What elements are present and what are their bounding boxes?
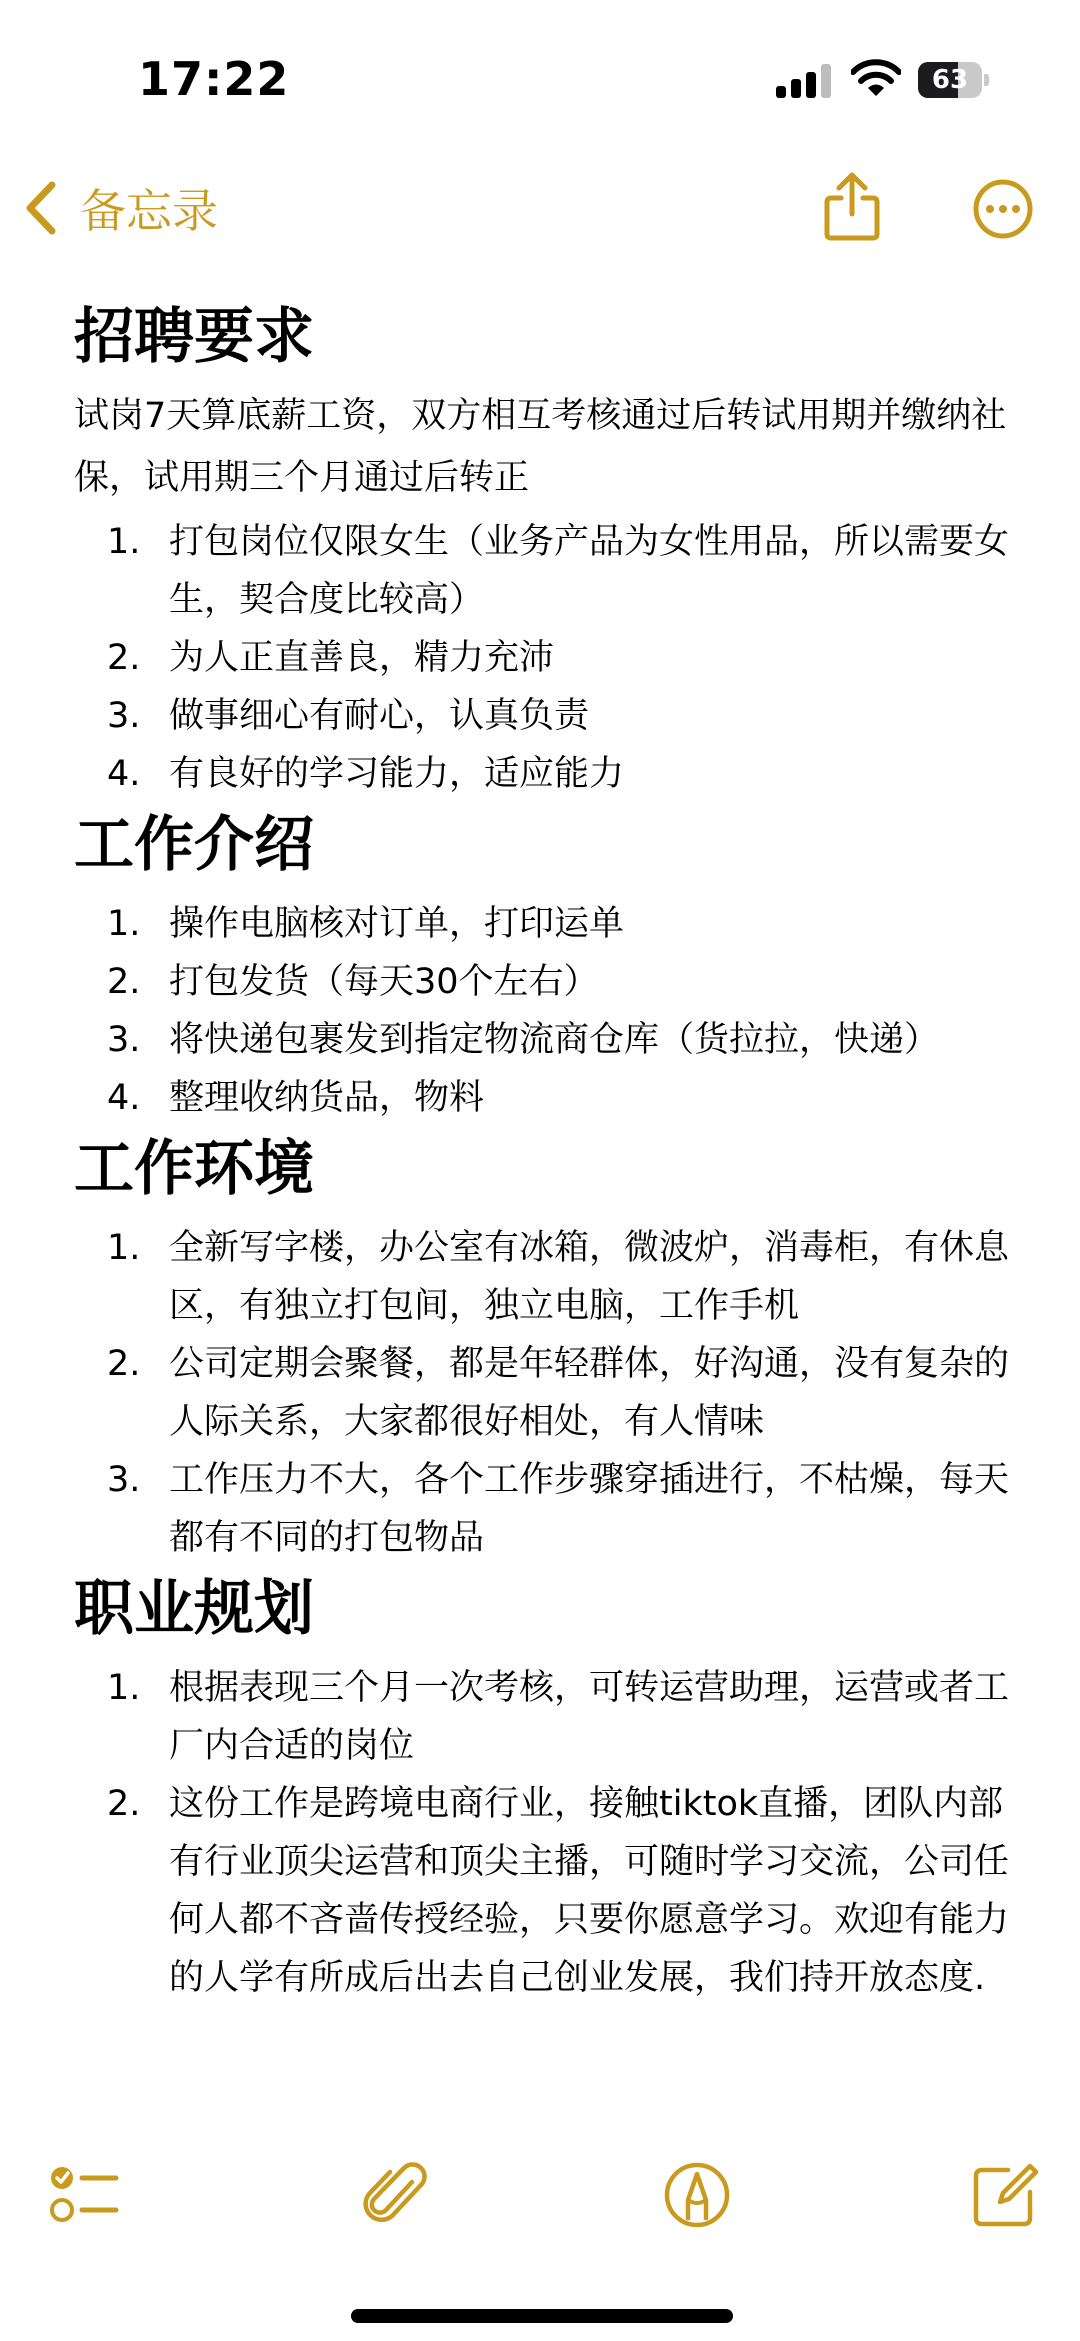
section-job-intro <box>74 809 1034 1127</box>
back-label: 备忘录 <box>80 184 218 238</box>
list-item: 4. 有良好的学习能力，适应能力 <box>107 754 625 794</box>
list-item: 3. 工作压力不大，各个工作步骤穿插进行，不枯燥，每天都有不同的打包物品 <box>107 1460 1010 1558</box>
list-item: 1. 打包岗位仅限女生（业务产品为女性用品，所以需要女生，契合度比较高） <box>107 522 1010 620</box>
status-time: 17:22 <box>138 52 290 106</box>
list-item: 3. 将快递包裹发到指定物流商仓库（货拉拉，快递） <box>107 1020 940 1060</box>
markup-pen-icon[interactable] <box>662 2160 732 2230</box>
list-item: 2. 打包发货（每天30个左右） <box>107 962 599 1002</box>
list-item: 1. 根据表现三个月一次考核，可转运营助理，运营或者工厂内合适的岗位 <box>107 1668 1010 1766</box>
numbered-list <box>74 1659 1034 2007</box>
list-item: 2. 为人正直善良，精力充沛 <box>107 638 555 678</box>
section-recruitment <box>74 301 1034 803</box>
wifi-icon <box>851 58 901 98</box>
note-body[interactable] <box>74 295 1034 2007</box>
paperclip-icon[interactable] <box>360 2160 430 2230</box>
list-item: 1. 操作电脑核对订单，打印运单 <box>107 904 625 944</box>
more-icon[interactable] <box>972 178 1034 240</box>
list-item: 2. 这份工作是跨境电商行业，接触tiktok直播，团队内部有行业顶尖运营和顶尖主播，可随时学习交流，公司任何人都不吝啬传授经验，只要你愿意学习。欢迎有能力的人学有所成后出去自己创业发展，我们持开放态度. <box>107 1784 1010 1998</box>
back-button[interactable] <box>22 178 218 238</box>
section-career <box>74 1573 1034 2007</box>
numbered-list <box>74 1219 1034 1567</box>
checklist-icon[interactable] <box>50 2160 120 2230</box>
home-indicator[interactable] <box>351 2309 733 2323</box>
numbered-list <box>74 895 1034 1127</box>
section-title: 职业规划 <box>74 1574 314 1644</box>
section-title: 工作介绍 <box>74 810 314 880</box>
section-title: 招聘要求 <box>74 302 314 372</box>
battery-percent: 63 <box>931 65 969 95</box>
numbered-list <box>74 513 1034 803</box>
cellular-signal-icon <box>776 64 834 98</box>
section-intro: 试岗7天算底薪工资，双方相互考核通过后转试用期并缴纳社保，试用期三个月通过后转正 <box>74 396 1007 498</box>
list-item: 1. 全新写字楼，办公室有冰箱，微波炉，消毒柜，有休息区，有独立打包间，独立电脑，工作手机 <box>107 1228 1010 1326</box>
list-item: 3. 做事细心有耐心，认真负责 <box>107 696 590 736</box>
section-title: 工作环境 <box>74 1134 314 1204</box>
section-environment <box>74 1133 1034 1567</box>
share-icon[interactable] <box>823 172 881 242</box>
list-item: 2. 公司定期会聚餐，都是年轻群体，好沟通，没有复杂的人际关系，大家都很好相处，有人情味 <box>107 1344 1010 1442</box>
list-item: 4. 整理收纳货品，物料 <box>107 1078 485 1118</box>
compose-icon[interactable] <box>970 2160 1040 2230</box>
chevron-left-icon <box>22 179 62 237</box>
battery-indicator <box>918 62 990 98</box>
